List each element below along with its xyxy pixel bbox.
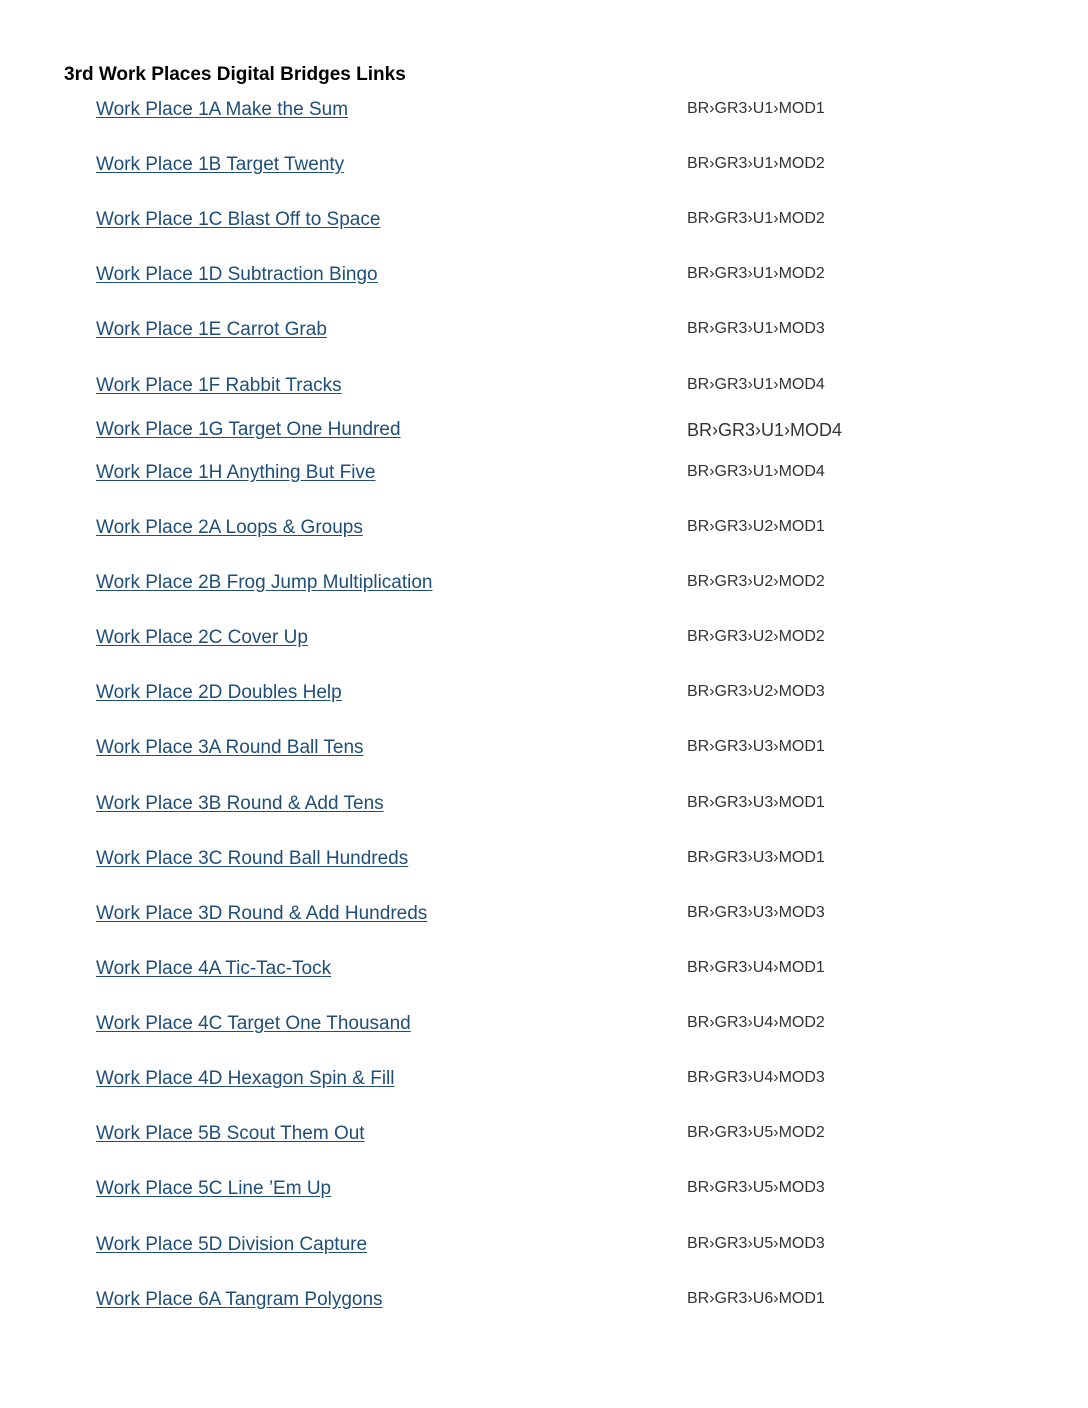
work-place-link[interactable]: Work Place 2B Frog Jump Multiplication	[96, 572, 433, 593]
list-item	[0, 957, 1088, 981]
list-item	[0, 153, 1088, 177]
work-place-link[interactable]: Work Place 6A Tangram Polygons	[96, 1289, 383, 1310]
module-code: BR›GR3›U2›MOD2	[687, 628, 825, 645]
work-place-link[interactable]: Work Place 2A Loops & Groups	[96, 517, 363, 538]
list-item	[0, 98, 1088, 122]
work-place-link[interactable]: Work Place 5B Scout Them Out	[96, 1123, 365, 1144]
work-place-link[interactable]: Work Place 1A Make the Sum	[96, 99, 349, 120]
work-place-link[interactable]: Work Place 4C Target One Thousand	[96, 1013, 411, 1034]
list-item	[0, 1122, 1088, 1146]
work-place-link[interactable]: Work Place 1D Subtraction Bingo	[96, 264, 378, 285]
module-code: BR›GR3›U3›MOD1	[687, 794, 825, 811]
work-place-link[interactable]: Work Place 1B Target Twenty	[96, 154, 345, 175]
list-item	[0, 571, 1088, 595]
module-code: BR›GR3›U1›MOD2	[687, 210, 825, 227]
list-item	[0, 1067, 1088, 1091]
module-code: BR›GR3›U1›MOD2	[687, 155, 825, 172]
work-place-link[interactable]: Work Place 1F Rabbit Tracks	[96, 375, 342, 396]
module-code: BR›GR3›U1›MOD4	[687, 463, 825, 480]
list-item	[0, 374, 1088, 398]
work-place-link[interactable]: Work Place 4A Tic-Tac-Tock	[96, 958, 332, 979]
module-code: BR›GR3›U1›MOD1	[687, 100, 825, 117]
page-title: 3rd Work Places Digital Bridges Links	[64, 64, 406, 85]
list-item	[0, 208, 1088, 232]
list-item	[0, 461, 1088, 485]
work-place-link[interactable]: Work Place 2C Cover Up	[96, 627, 308, 648]
module-code: BR›GR3›U4›MOD1	[687, 959, 825, 976]
list-item	[0, 418, 1088, 442]
list-item	[0, 736, 1088, 760]
list-item	[0, 1177, 1088, 1201]
list-item	[0, 1012, 1088, 1036]
list-item	[0, 902, 1088, 926]
work-place-link[interactable]: Work Place 1G Target One Hundred	[96, 419, 401, 440]
work-place-link[interactable]: Work Place 1E Carrot Grab	[96, 319, 327, 340]
list-item	[0, 318, 1088, 342]
module-code: BR›GR3›U3›MOD3	[687, 904, 825, 921]
module-code: BR›GR3›U2›MOD1	[687, 518, 825, 535]
work-place-link[interactable]: Work Place 3A Round Ball Tens	[96, 737, 364, 758]
work-place-link[interactable]: Work Place 3B Round & Add Tens	[96, 793, 384, 814]
work-place-link[interactable]: Work Place 5C Line ’Em Up	[96, 1178, 332, 1199]
list-item	[0, 626, 1088, 650]
module-code: BR›GR3›U4›MOD2	[687, 1014, 825, 1031]
work-place-link[interactable]: Work Place 5D Division Capture	[96, 1234, 368, 1255]
list-item	[0, 263, 1088, 287]
module-code: BR›GR3›U5›MOD3	[687, 1235, 825, 1252]
work-place-link[interactable]: Work Place 1H Anything But Five	[96, 462, 376, 483]
module-code: BR›GR3›U5›MOD2	[687, 1124, 825, 1141]
module-code: BR›GR3›U3›MOD1	[687, 738, 825, 755]
work-place-link[interactable]: Work Place 3D Round & Add Hundreds	[96, 903, 428, 924]
work-place-link[interactable]: Work Place 4D Hexagon Spin & Fill	[96, 1068, 395, 1089]
work-place-link[interactable]: Work Place 2D Doubles Help	[96, 682, 342, 703]
list-item	[0, 1233, 1088, 1257]
module-code: BR›GR3›U4›MOD3	[687, 1069, 825, 1086]
list-item	[0, 516, 1088, 540]
module-code: BR›GR3›U1›MOD2	[687, 265, 825, 282]
module-code: BR›GR3›U2›MOD2	[687, 573, 825, 590]
module-code: BR›GR3›U2›MOD3	[687, 683, 825, 700]
module-code: BR›GR3›U1›MOD3	[687, 320, 825, 337]
list-item	[0, 792, 1088, 816]
list-item	[0, 681, 1088, 705]
module-code: BR›GR3›U3›MOD1	[687, 849, 825, 866]
module-code: BR›GR3›U6›MOD1	[687, 1290, 825, 1307]
work-place-link[interactable]: Work Place 1C Blast Off to Space	[96, 209, 381, 230]
module-code: BR›GR3›U5›MOD3	[687, 1179, 825, 1196]
list-item	[0, 847, 1088, 871]
module-code: BR›GR3›U1›MOD4	[687, 376, 825, 393]
work-place-link[interactable]: Work Place 3C Round Ball Hundreds	[96, 848, 409, 869]
module-code: BR›GR3›U1›MOD4	[687, 420, 843, 440]
list-item	[0, 1288, 1088, 1312]
